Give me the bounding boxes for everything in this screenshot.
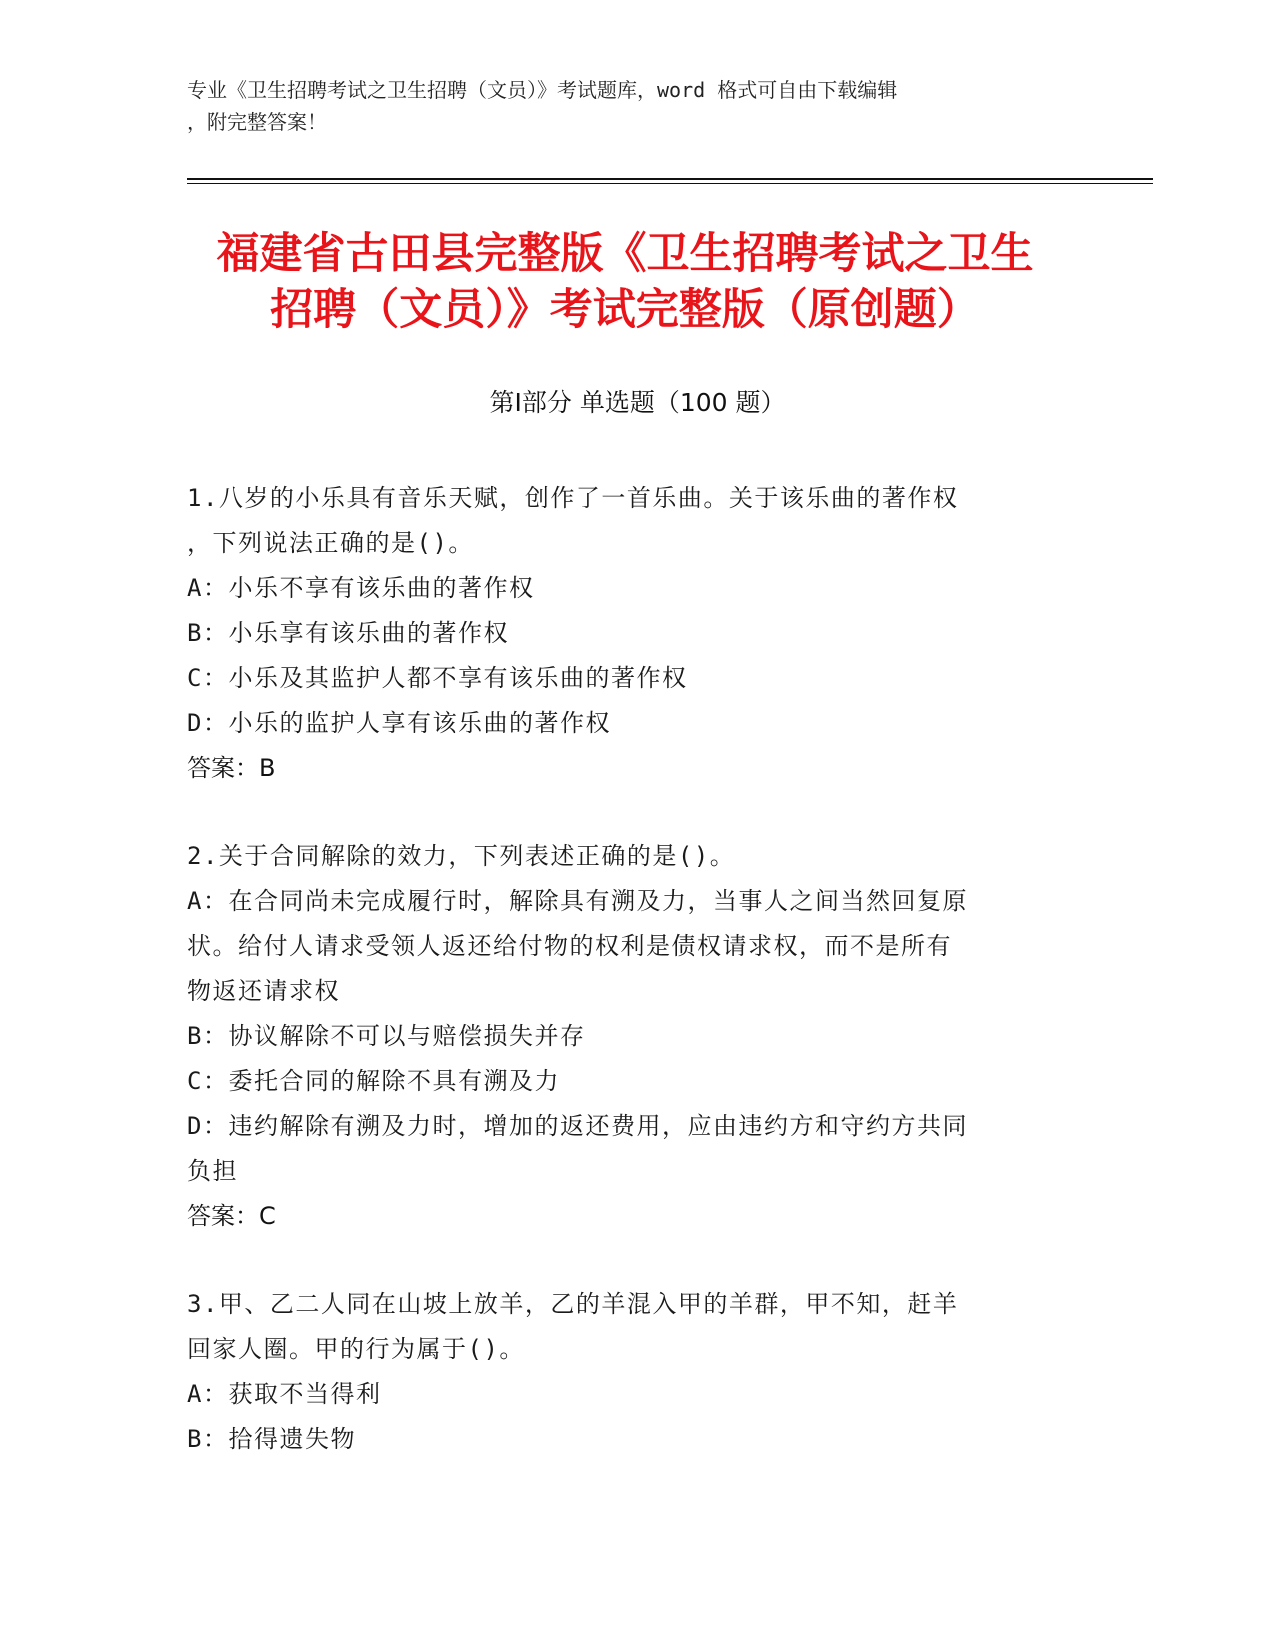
option-b [187,611,1067,656]
header-note-line-2: ，附完整答案！ [187,110,327,134]
option-text-line: 负担 [187,1157,238,1185]
option-d [187,701,1067,746]
option-c [187,1059,1067,1104]
header-rule-thin [187,183,1153,184]
answer-label: 答案：C [187,1202,276,1230]
option-text-line: 状。给付人请求受领人返还给付物的权利是债权请求权，而不是所有 [187,932,952,960]
question-1 [187,476,1067,791]
option-a [187,1372,1067,1417]
question-list [187,476,1067,1505]
option-text-line: B：拾得遗失物 [187,1425,356,1453]
option-text-line: B：协议解除不可以与赔偿损失并存 [187,1022,586,1050]
option-b [187,1014,1067,1059]
section-title: 第Ⅰ部分 单选题（100 题） [489,388,786,417]
option-text-line: D：小乐的监护人享有该乐曲的著作权 [187,709,611,737]
question-stem-line: 2.关于合同解除的效力，下列表述正确的是()。 [187,842,736,870]
question-3 [187,1282,1067,1462]
option-text-line: D：违约解除有溯及力时，增加的返还费用，应由违约方和守约方共同 [187,1112,968,1140]
option-a [187,879,1067,1014]
answer-label: 答案：B [187,754,276,782]
option-text-line: B：小乐享有该乐曲的著作权 [187,619,509,647]
header-rule-thick [187,178,1153,180]
option-text-line: 物返还请求权 [187,977,340,1005]
option-d [187,1104,1067,1194]
question-2 [187,834,1067,1239]
document-title [150,226,1100,338]
option-a [187,566,1067,611]
option-text-line: A：获取不当得利 [187,1380,382,1408]
option-text-line: C：小乐及其监护人都不享有该乐曲的著作权 [187,664,688,692]
option-text-line: A：小乐不享有该乐曲的著作权 [187,574,535,602]
question-stem-line: 回家人圈。甲的行为属于()。 [187,1335,525,1363]
header-note-line-1: 专业《卫生招聘考试之卫生招聘（文员）》考试题库，word 格式可自由下载编辑 [187,78,898,102]
question-stem-line: ，下列说法正确的是()。 [187,529,474,557]
option-text-line: C：委托合同的解除不具有溯及力 [187,1067,560,1095]
document-title-line-1: 福建省古田县完整版《卫生招聘考试之卫生 [216,229,1034,279]
option-c [187,656,1067,701]
header-note [187,74,1087,138]
option-text-line: A：在合同尚未完成履行时，解除具有溯及力，当事人之间当然回复原 [187,887,968,915]
question-stem-line: 1.八岁的小乐具有音乐天赋，创作了一首乐曲。关于该乐曲的著作权 [187,484,959,512]
question-stem-line: 3.甲、乙二人同在山坡上放羊，乙的羊混入甲的羊群，甲不知，赶羊 [187,1290,959,1318]
option-b [187,1417,1067,1462]
document-title-line-2: 招聘（文员）》考试完整版（原创题） [270,285,980,335]
